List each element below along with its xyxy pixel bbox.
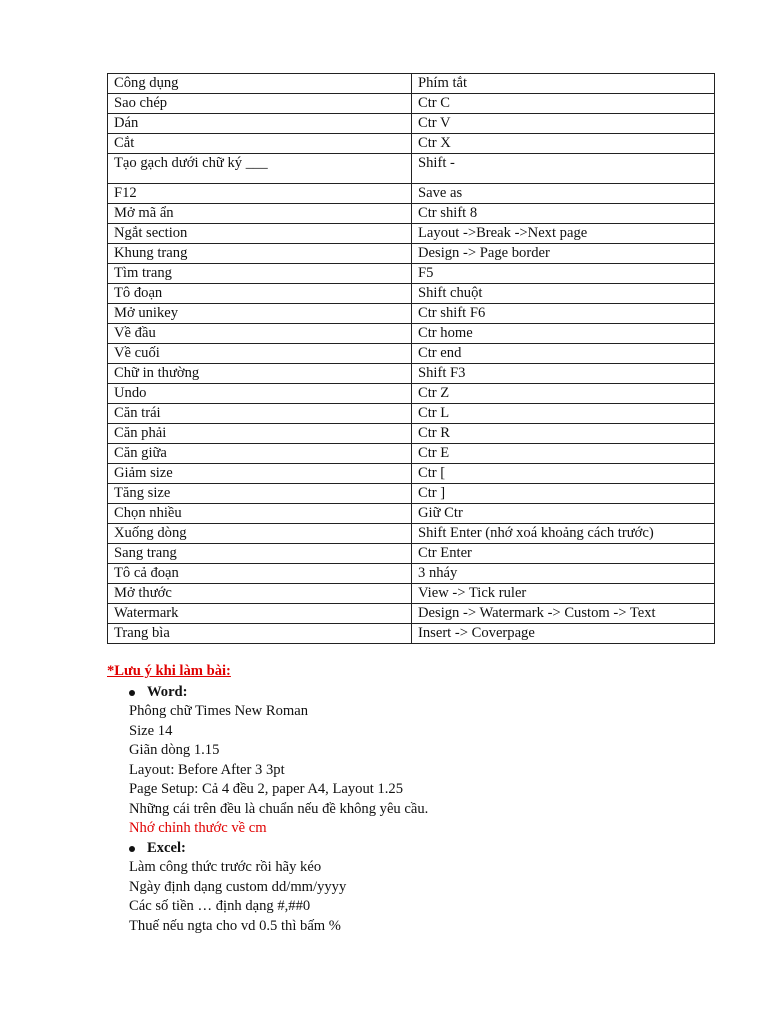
shortcut-table xyxy=(107,73,715,644)
table-row xyxy=(108,244,715,264)
shortcut-cell: Ctr [ xyxy=(412,464,715,484)
word-line: Page Setup: Cả 4 đều 2, paper A4, Layout 1.25 xyxy=(129,781,403,797)
table-row xyxy=(108,344,715,364)
shortcut-cell: Ctr C xyxy=(412,94,715,114)
word-line: Giãn dòng 1.15 xyxy=(129,742,220,758)
usage-cell: Sao chép xyxy=(108,94,412,114)
table-row xyxy=(108,524,715,544)
usage-cell: Tạo gạch dưới chữ ký ___ xyxy=(108,154,412,184)
usage-cell: Về đầu xyxy=(108,324,412,344)
usage-cell: Mở mã ẩn xyxy=(108,204,412,224)
shortcut-cell: Ctr X xyxy=(412,134,715,154)
table-row xyxy=(108,324,715,344)
word-heading: Word: xyxy=(147,683,188,700)
usage-cell: Ngắt section xyxy=(108,224,412,244)
excel-bullet xyxy=(107,839,727,859)
shortcut-cell: View -> Tick ruler xyxy=(412,584,715,604)
table-row xyxy=(108,444,715,464)
usage-cell: Cắt xyxy=(108,134,412,154)
usage-cell: F12 xyxy=(108,184,412,204)
usage-cell: Watermark xyxy=(108,604,412,624)
shortcut-cell: Ctr end xyxy=(412,344,715,364)
shortcut-cell: Design -> Page border xyxy=(412,244,715,264)
usage-cell: Tăng size xyxy=(108,484,412,504)
notes-title: *Lưu ý khi làm bài: xyxy=(107,663,231,679)
shortcut-cell: Save as xyxy=(412,184,715,204)
shortcut-cell: Layout ->Break ->Next page xyxy=(412,224,715,244)
shortcut-cell: Ctr home xyxy=(412,324,715,344)
notes-section xyxy=(107,662,727,936)
table-row xyxy=(108,154,715,184)
table-row xyxy=(108,94,715,114)
excel-line: Ngày định dạng custom dd/mm/yyyy xyxy=(129,878,347,895)
shortcut-cell: Giữ Ctr xyxy=(412,504,715,524)
table-row xyxy=(108,184,715,204)
word-bullet xyxy=(107,683,727,703)
usage-cell: Tô cả đoạn xyxy=(108,564,412,584)
word-line: Phông chữ Times New Roman xyxy=(129,703,308,719)
shortcut-cell: Ctr L xyxy=(412,404,715,424)
header-usage: Công dụng xyxy=(108,74,412,94)
table-row xyxy=(108,504,715,524)
table-row xyxy=(108,484,715,504)
table-row xyxy=(108,204,715,224)
word-red-note: Nhớ chỉnh thước về cm xyxy=(129,820,267,836)
usage-cell: Về cuối xyxy=(108,344,412,364)
shortcut-cell: Shift - xyxy=(412,154,715,184)
shortcut-cell: Shift F3 xyxy=(412,364,715,384)
shortcut-cell: Design -> Watermark -> Custom -> Text xyxy=(412,604,715,624)
table-row xyxy=(108,544,715,564)
table-row xyxy=(108,284,715,304)
table-row xyxy=(108,464,715,484)
word-line: Layout: Before After 3 3pt xyxy=(129,761,285,778)
usage-cell: Mở unikey xyxy=(108,304,412,324)
table-row xyxy=(108,304,715,324)
excel-heading: Excel: xyxy=(147,839,186,856)
table-header-row xyxy=(108,74,715,94)
shortcut-cell: Ctr Z xyxy=(412,384,715,404)
usage-cell: Dán xyxy=(108,114,412,134)
bullet-dot-icon xyxy=(129,690,135,696)
header-shortcut: Phím tắt xyxy=(412,74,715,94)
excel-line: Làm công thức trước rồi hãy kéo xyxy=(129,859,322,875)
shortcut-cell: Ctr ] xyxy=(412,484,715,504)
shortcut-cell: Insert -> Coverpage xyxy=(412,624,715,644)
table-row xyxy=(108,604,715,624)
word-line: Size 14 xyxy=(129,722,173,739)
usage-cell: Căn trái xyxy=(108,404,412,424)
usage-cell: Giảm size xyxy=(108,464,412,484)
table-row xyxy=(108,384,715,404)
table-row xyxy=(108,224,715,244)
table-row xyxy=(108,134,715,154)
shortcut-cell: Ctr R xyxy=(412,424,715,444)
table-row xyxy=(108,264,715,284)
shortcut-cell: 3 nháy xyxy=(412,564,715,584)
excel-line: Thuế nếu ngta cho vd 0.5 thì bấm % xyxy=(129,917,341,934)
usage-cell: Mở thước xyxy=(108,584,412,604)
usage-cell: Chọn nhiều xyxy=(108,504,412,524)
table-row xyxy=(108,114,715,134)
shortcut-cell: F5 xyxy=(412,264,715,284)
bullet-dot-icon xyxy=(129,846,135,852)
table-row xyxy=(108,584,715,604)
shortcut-cell: Ctr shift F6 xyxy=(412,304,715,324)
usage-cell: Undo xyxy=(108,384,412,404)
table-row xyxy=(108,364,715,384)
shortcut-cell: Shift Enter (nhớ xoá khoảng cách trước) xyxy=(412,524,715,544)
usage-cell: Tìm trang xyxy=(108,264,412,284)
shortcut-cell: Ctr Enter xyxy=(412,544,715,564)
usage-cell: Khung trang xyxy=(108,244,412,264)
usage-cell: Căn phải xyxy=(108,424,412,444)
shortcut-cell: Ctr V xyxy=(412,114,715,134)
usage-cell: Trang bìa xyxy=(108,624,412,644)
shortcut-cell: Ctr E xyxy=(412,444,715,464)
table-row xyxy=(108,404,715,424)
word-line: Những cái trên đều là chuẩn nếu đề không yêu cầu. xyxy=(129,800,429,817)
usage-cell: Sang trang xyxy=(108,544,412,564)
excel-line: Các số tiền … định dạng #,##0 xyxy=(129,898,311,914)
table-row xyxy=(108,624,715,644)
table-row xyxy=(108,424,715,444)
usage-cell: Tô đoạn xyxy=(108,284,412,304)
usage-cell: Chữ in thường xyxy=(108,364,412,384)
usage-cell: Xuống dòng xyxy=(108,524,412,544)
shortcut-cell: Ctr shift 8 xyxy=(412,204,715,224)
usage-cell: Căn giữa xyxy=(108,444,412,464)
table-row xyxy=(108,564,715,584)
shortcut-cell: Shift chuột xyxy=(412,284,715,304)
